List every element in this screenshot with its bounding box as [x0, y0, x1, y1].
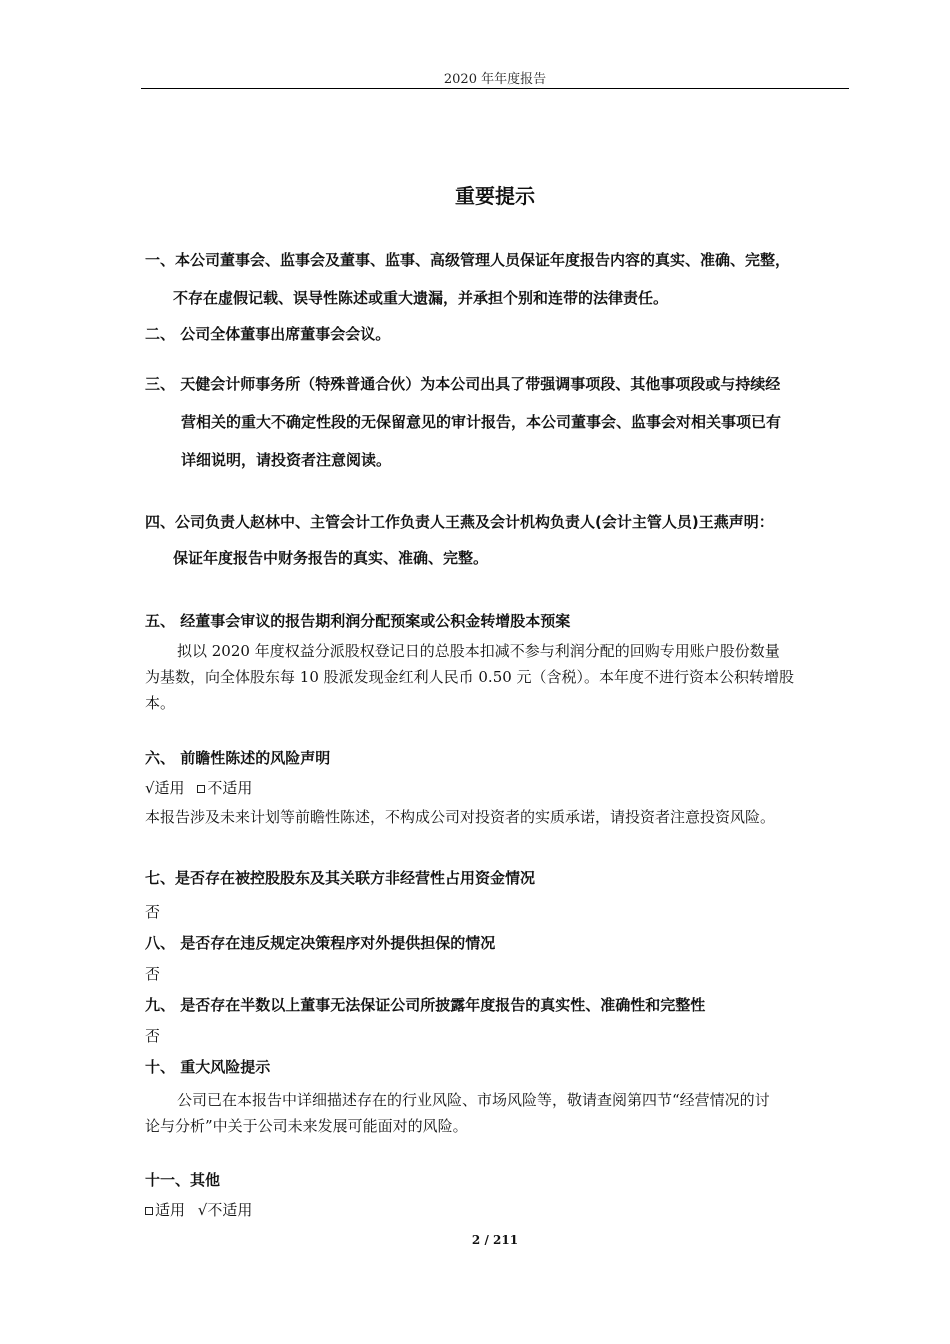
applicable-checked-label: √适用	[145, 779, 185, 797]
item-1-line-1: 一、本公司董事会、监事会及董事、监事、高级管理人员保证年度报告内容的真实、准确、完整，	[145, 251, 791, 269]
item-7-answer: 否	[145, 903, 161, 921]
item-1-line-2: 不存在虚假记载、误导性陈述或重大遗漏，并承担个别和连带的法律责任。	[173, 289, 669, 307]
item-5-body-3: 本。	[145, 694, 176, 712]
item-11-checkboxes	[145, 1200, 252, 1220]
item-10-body-1: 公司已在本报告中详细描述存在的行业风险、市场风险等，敬请查阅第四节“经营情况的讨	[177, 1091, 770, 1109]
running-header: 2020 年年度报告	[443, 72, 547, 87]
item-3-line-1: 三、 天健会计师事务所（特殊普通合伙）为本公司出具了带强调事项段、其他事项段或与持续经	[145, 375, 781, 393]
item-9-answer: 否	[145, 1027, 161, 1045]
not-applicable-label: 不适用	[207, 779, 253, 797]
item-6-checkboxes	[145, 778, 252, 798]
item-4-line-2: 保证年度报告中财务报告的真实、准确、完整。	[173, 549, 489, 567]
checkbox-unchecked-icon	[197, 785, 205, 793]
item-2-line-1: 二、 公司全体董事出席董事会会议。	[145, 325, 391, 343]
item-5-body-2: 为基数，向全体股东每 10 股派发现金红利人民币 0.50 元（含税）。本年度不进行资本公积转增股	[145, 668, 795, 686]
item-3-line-2: 营相关的重大不确定性段的无保留意见的审计报告，本公司董事会、监事会对相关事项已有	[181, 413, 782, 431]
checkbox-unchecked-icon	[145, 1207, 153, 1215]
applicable-label: 适用	[155, 1201, 186, 1219]
page-title: 重要提示	[455, 184, 535, 208]
item-4-line-1: 四、公司负责人赵林中、主管会计工作负责人王燕及会计机构负责人(会计主管人员)王燕声明：	[145, 513, 774, 531]
item-7-heading: 七、是否存在被控股股东及其关联方非经营性占用资金情况	[145, 869, 536, 887]
item-5-body-1: 拟以 2020 年度权益分派股权登记日的总股本扣减不参与利润分配的回购专用账户股份数量	[177, 642, 780, 660]
item-10-heading: 十、 重大风险提示	[145, 1058, 271, 1076]
not-applicable-checked-label: √不适用	[197, 1201, 253, 1219]
item-8-heading: 八、 是否存在违反规定决策程序对外提供担保的情况	[145, 934, 496, 952]
item-8-answer: 否	[145, 965, 161, 983]
item-10-body-2: 论与分析”中关于公司未来发展可能面对的风险。	[145, 1117, 468, 1135]
item-3-line-3: 详细说明，请投资者注意阅读。	[181, 451, 392, 469]
header-divider	[141, 88, 849, 89]
item-9-heading: 九、 是否存在半数以上董事无法保证公司所披露年度报告的真实性、准确性和完整性	[145, 996, 706, 1014]
item-6-body-1: 本报告涉及未来计划等前瞻性陈述，不构成公司对投资者的实质承诺，请投资者注意投资风险。	[145, 808, 776, 826]
item-11-heading: 十一、其他	[145, 1171, 221, 1189]
page-number: 2 / 211	[471, 1233, 519, 1247]
item-6-heading: 六、 前瞻性陈述的风险声明	[145, 749, 331, 767]
item-5-heading: 五、 经董事会审议的报告期利润分配预案或公积金转增股本预案	[145, 612, 571, 630]
